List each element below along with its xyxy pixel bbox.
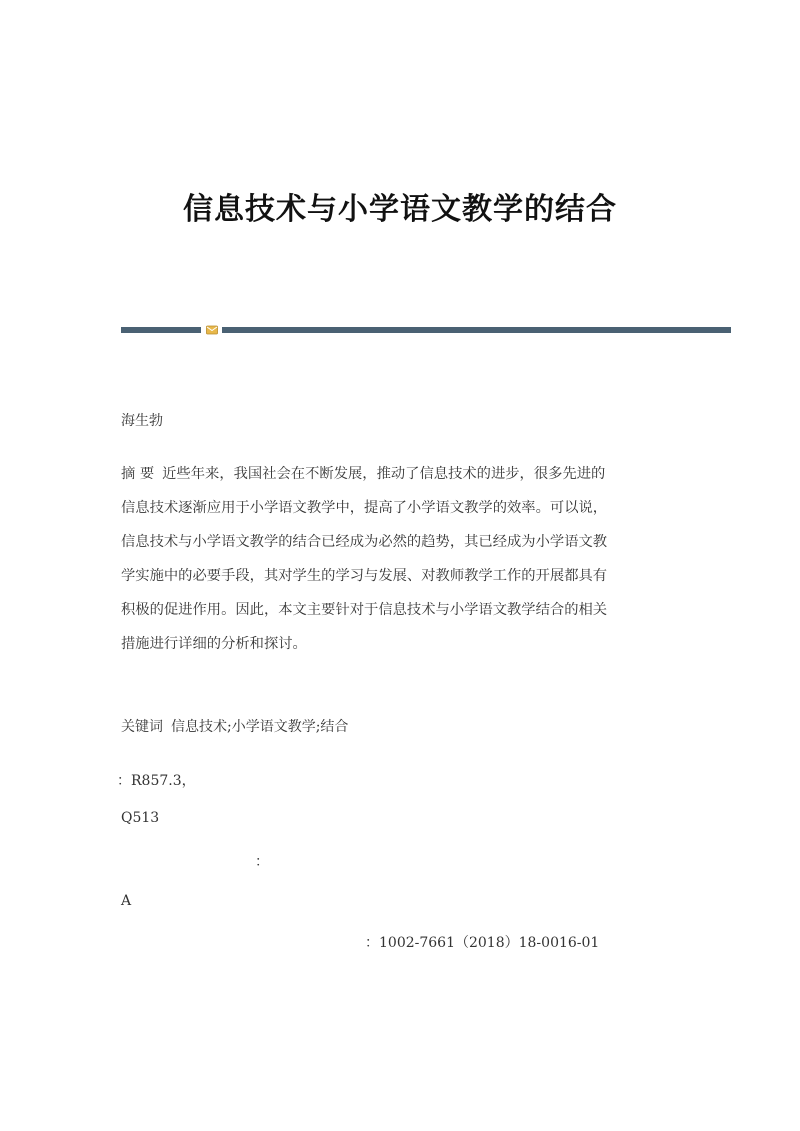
- abstract-line-1: 摘 要 近些年来，我国社会在不断发展，推动了信息技术的进步，很多先进的: [121, 466, 606, 482]
- doc-code-colon: ：: [255, 854, 269, 870]
- abstract-line-2: 信息技术逐渐应用于小学语文教学中，提高了小学语文教学的效率。可以说，: [121, 499, 608, 516]
- author-name: 海生勃: [121, 413, 163, 429]
- abstract-line-3: 信息技术与小学语文教学的结合已经成为必然的趋势，其已经成为小学语文教: [121, 533, 608, 550]
- abstract-label: 摘 要: [121, 466, 155, 482]
- article-id: ：1002-7661（2018）18-0016-01: [365, 935, 600, 951]
- keywords: [121, 717, 348, 737]
- classification-number: ：R857.3，: [117, 773, 196, 789]
- divider-bar-left: [121, 327, 201, 333]
- abstract: [121, 458, 681, 661]
- page-title: 信息技术与小学语文教学的结合: [183, 192, 617, 227]
- abstract-line-4: 学实施中的必要手段，其对学生的学习与发展、对教师教学工作的开展都具有: [121, 567, 608, 584]
- divider-bar-right: [222, 327, 731, 333]
- keywords-value: 信息技术;小学语文教学;结合: [171, 719, 349, 735]
- doc-code-value: A: [121, 893, 132, 909]
- abstract-line-5: 积极的促进作用。因此，本文主要针对于信息技术与小学语文教学结合的相关: [121, 601, 608, 618]
- title-divider: [121, 325, 731, 335]
- classification-number-2: Q513: [121, 810, 160, 826]
- keywords-label: 关键词: [121, 719, 163, 735]
- envelope-icon: [206, 325, 218, 335]
- abstract-line-6: 措施进行详细的分析和探讨。: [121, 635, 307, 652]
